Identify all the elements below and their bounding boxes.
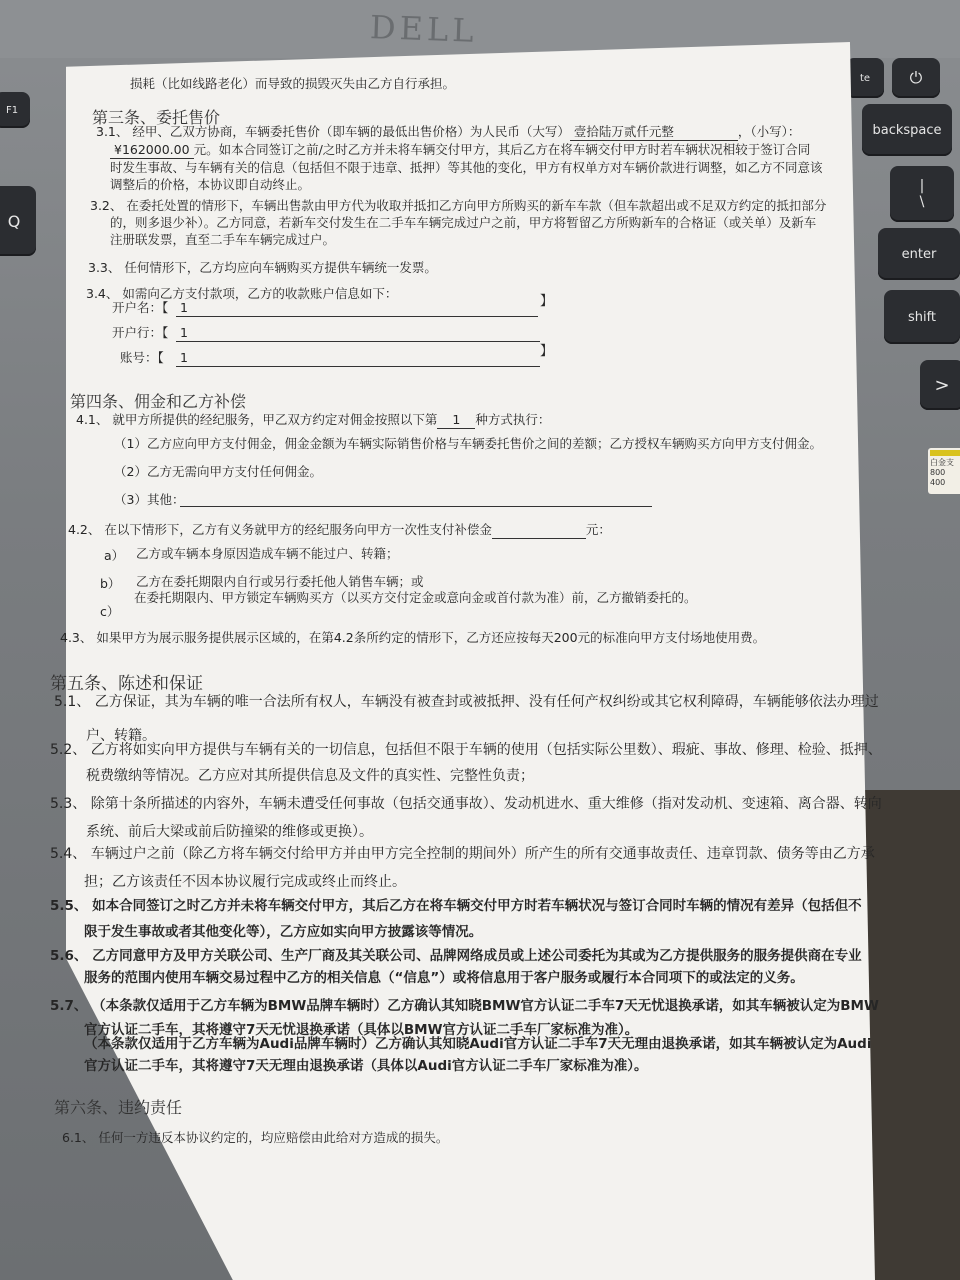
clause-4-2-b-label: b） xyxy=(100,576,121,591)
clause-3-1-line1: 3.1、 经甲、乙双方协商，车辆委托售价（即车辆的最低出售价格）为人民币（大写） 壹拾陆万贰仟元整 ，（小写）： xyxy=(96,124,801,139)
clause-5-1-line2: 户、转籍。 xyxy=(86,728,156,744)
section6-heading: 第六条、违约责任 xyxy=(54,1098,183,1117)
laptop-sticker: 白金支 800 400 xyxy=(928,448,960,494)
account-number-bracket: 】 xyxy=(540,344,554,359)
account-name-label: 开户名：【 xyxy=(112,300,169,315)
commission-option-2: （2）乙方无需向甲方支付任何佣金。 xyxy=(114,464,322,479)
clause-4-2: 4.2、 在以下情形下，乙方有义务就甲方的经纪服务向甲方一次性支付补偿金 元： xyxy=(68,522,611,537)
key-f1: F1 xyxy=(0,92,30,128)
clause-5-2-line2: 税费缴纳等情况。乙方应对其所提供信息及文件的真实性、完整性负责； xyxy=(86,768,534,784)
clause-5-5-line1: 5.5、 如本合同签订之时乙方并未将车辆交付甲方，其后乙方在将车辆交付甲方时若车辆状况与签订合同时车辆的情况有差异（包括但不 xyxy=(50,898,862,914)
bank-label: 开户行：【 xyxy=(112,325,169,340)
key-delete: te xyxy=(846,58,884,98)
clause-3-2-line1: 3.2、 在委托处置的情形下，车辆出售款由甲方代为收取并抵扣乙方向甲方所购买的新车车款（但车款超出或不足双方约定的抵扣部分 xyxy=(90,198,827,213)
amount-words: 壹拾陆万贰仟元整 xyxy=(570,124,738,141)
account-name-line xyxy=(176,316,538,317)
clause-5-4-line2: 担；乙方该责任不因本协议履行完成或终止而终止。 xyxy=(84,874,406,890)
clause-6-1: 6.1、 任何一方违反本协议约定的，均应赔偿由此给对方造成的损失。 xyxy=(62,1130,449,1145)
bank-line xyxy=(176,341,540,342)
clause-5-3-line1: 5.3、 除第十条所描述的内容外，车辆未遭受任何事故（包括交通事故）、发动机进水、重大维修（指对发动机、变速箱、离合器、转向 xyxy=(50,796,882,812)
key-backspace: backspace xyxy=(862,104,952,156)
clause-4-2-a-label: a） xyxy=(104,548,125,563)
key-shift: shift xyxy=(884,290,960,344)
clause-5-2-line1: 5.2、 乙方将如实向甲方提供与车辆有关的一切信息，包括但不限于车辆的使用（包括实际公里数）、瑕疵、事故、修理、检验、抵押、 xyxy=(50,742,882,758)
dell-logo: DELL xyxy=(369,8,479,50)
clause-3-2-line2: 的，则多退少补）。乙方同意，若新车交付发生在二手车车辆完成过户之前，甲方将暂留乙方所购新车的合格证（或关单）及新车 xyxy=(110,215,817,230)
power-icon: ⏻ xyxy=(892,58,940,98)
key-backslash: | \ xyxy=(890,166,954,222)
clause-4-2-c-label: c） xyxy=(100,604,120,619)
clause-4-2-c: 在委托期限内、甲方锁定车辆购买方（以买方交付定金或意向金或首付款为准）前，乙方撤销委托的。 xyxy=(134,590,697,605)
clause-4-2-b: 乙方在委托期限内自行或另行委托他人销售车辆；或 xyxy=(136,574,424,589)
compensation-blank xyxy=(492,522,586,539)
key-enter: enter xyxy=(878,228,960,280)
commission-option-3: （3）其他： xyxy=(114,492,185,507)
clause-5-7-line2: 官方认证二手车，其将遵守7天无忧退换承诺（具体以BMW官方认证二手车厂家标准为准）。 xyxy=(84,1022,639,1038)
other-option-line xyxy=(180,506,652,507)
bank-value: 1 xyxy=(180,325,188,340)
clause-5-4-line1: 5.4、 车辆过户之前（除乙方将车辆交付给甲方并由甲方完全控制的期间外）所产生的所有交通事故责任、违章罚款、债务等由乙方承 xyxy=(50,846,875,862)
account-name-bracket: 】 xyxy=(540,294,554,309)
clause-4-3: 4.3、 如果甲方为展示服务提供展示区域的，在第4.2条所约定的情形下，乙方还应按每天200元的标准向甲方支付场地使用费。 xyxy=(60,630,766,645)
clause-5-1-line1: 5.1、 乙方保证，其为车辆的唯一合法所有权人，车辆没有被查封或被抵押、没有任何产权纠纷或其它权利障碍，车辆能够依法办理过 xyxy=(54,694,879,710)
key-q: Q xyxy=(0,186,36,256)
clause-5-6-line1: 5.6、 乙方同意甲方及甲方关联公司、生产厂商及其关联公司、品牌网络成员或上述公司委托为其或为乙方提供服务的服务提供商在专业 xyxy=(50,948,862,964)
account-number-value: 1 xyxy=(180,350,188,365)
commission-option-1: （1）乙方应向甲方支付佣金，佣金金额为车辆实际销售价格与车辆委托售价之间的差额；乙方授权车辆购买方向甲方支付佣金。 xyxy=(114,436,822,451)
clause-3-2-line3: 注册联发票，直至二手车车辆完成过户。 xyxy=(110,232,336,247)
section4-heading: 第四条、佣金和乙方补偿 xyxy=(70,392,247,411)
clause-5-3-line2: 系统、前后大梁或前后防撞梁的维修或更换）。 xyxy=(86,824,373,840)
clause-5-5-line2: 限于发生事故或者其他变化等），乙方应如实向甲方披露该等情况。 xyxy=(84,924,483,940)
clause-5-7-line1: 5.7、 （本条款仅适用于乙方车辆为BMW品牌车辆时）乙方确认其知晓BMW官方认证二手车7天无忧退换承诺，如其车辆被认定为BMW xyxy=(50,998,879,1014)
commission-choice: 1 xyxy=(437,412,475,429)
clause-3-1-line3: 时发生事故、与车辆有关的信息（包括但不限于违章、抵押）等其他的变化，甲方有权单方对车辆价款进行调整，如乙方不同意该 xyxy=(110,160,823,175)
section5-heading: 第五条、陈述和保证 xyxy=(50,674,203,694)
clause-3-4: 3.4、 如需向乙方支付款项，乙方的收款账户信息如下： xyxy=(86,286,398,301)
arrow-right-icon: > xyxy=(920,360,960,410)
amount-number: ¥162000.00 xyxy=(110,142,194,159)
clause-3-3: 3.3、 任何情形下，乙方均应向车辆购买方提供车辆统一发票。 xyxy=(88,260,437,275)
clause-4-2-a: 乙方或车辆本身原因造成车辆不能过户、转籍； xyxy=(136,546,399,561)
section3-heading: 第三条、委托售价 xyxy=(92,108,221,127)
account-number-label: 账号：【 xyxy=(120,350,164,365)
clause-5-6-line2: 服务的范围内使用车辆交易过程中乙方的相关信息（“信息”）或将信息用于客户服务或履行本合同项下的或法定的义务。 xyxy=(84,970,804,986)
top-line: 损耗（比如线路老化）而导致的损毁灭失由乙方自行承担。 xyxy=(130,76,456,91)
clause-3-1-line2: ¥162000.00 元。如本合同签订之前/之时乙方并未将车辆交付甲方，其后乙方在将车辆交付甲方时若车辆状况相较于签订合同 xyxy=(110,142,810,159)
clause-4-1: 4.1、 就甲方所提供的经纪服务，甲乙双方约定对佣金按照以下第 1 种方式执行： xyxy=(76,412,551,427)
clause-5-7-line4: 官方认证二手车，其将遵守7天无理由退换承诺（具体以Audi官方认证二手车厂家标准为准）。 xyxy=(84,1058,648,1074)
account-name-value: 1 xyxy=(180,300,188,315)
clause-3-1-line4: 调整后的价格，本协议即自动终止。 xyxy=(110,177,311,192)
account-number-line xyxy=(176,366,540,367)
clause-5-7-line3: （本条款仅适用于乙方车辆为Audi品牌车辆时）乙方确认其知晓Audi官方认证二手车7天无理由退换承诺，如其车辆被认定为Audi xyxy=(84,1036,872,1052)
